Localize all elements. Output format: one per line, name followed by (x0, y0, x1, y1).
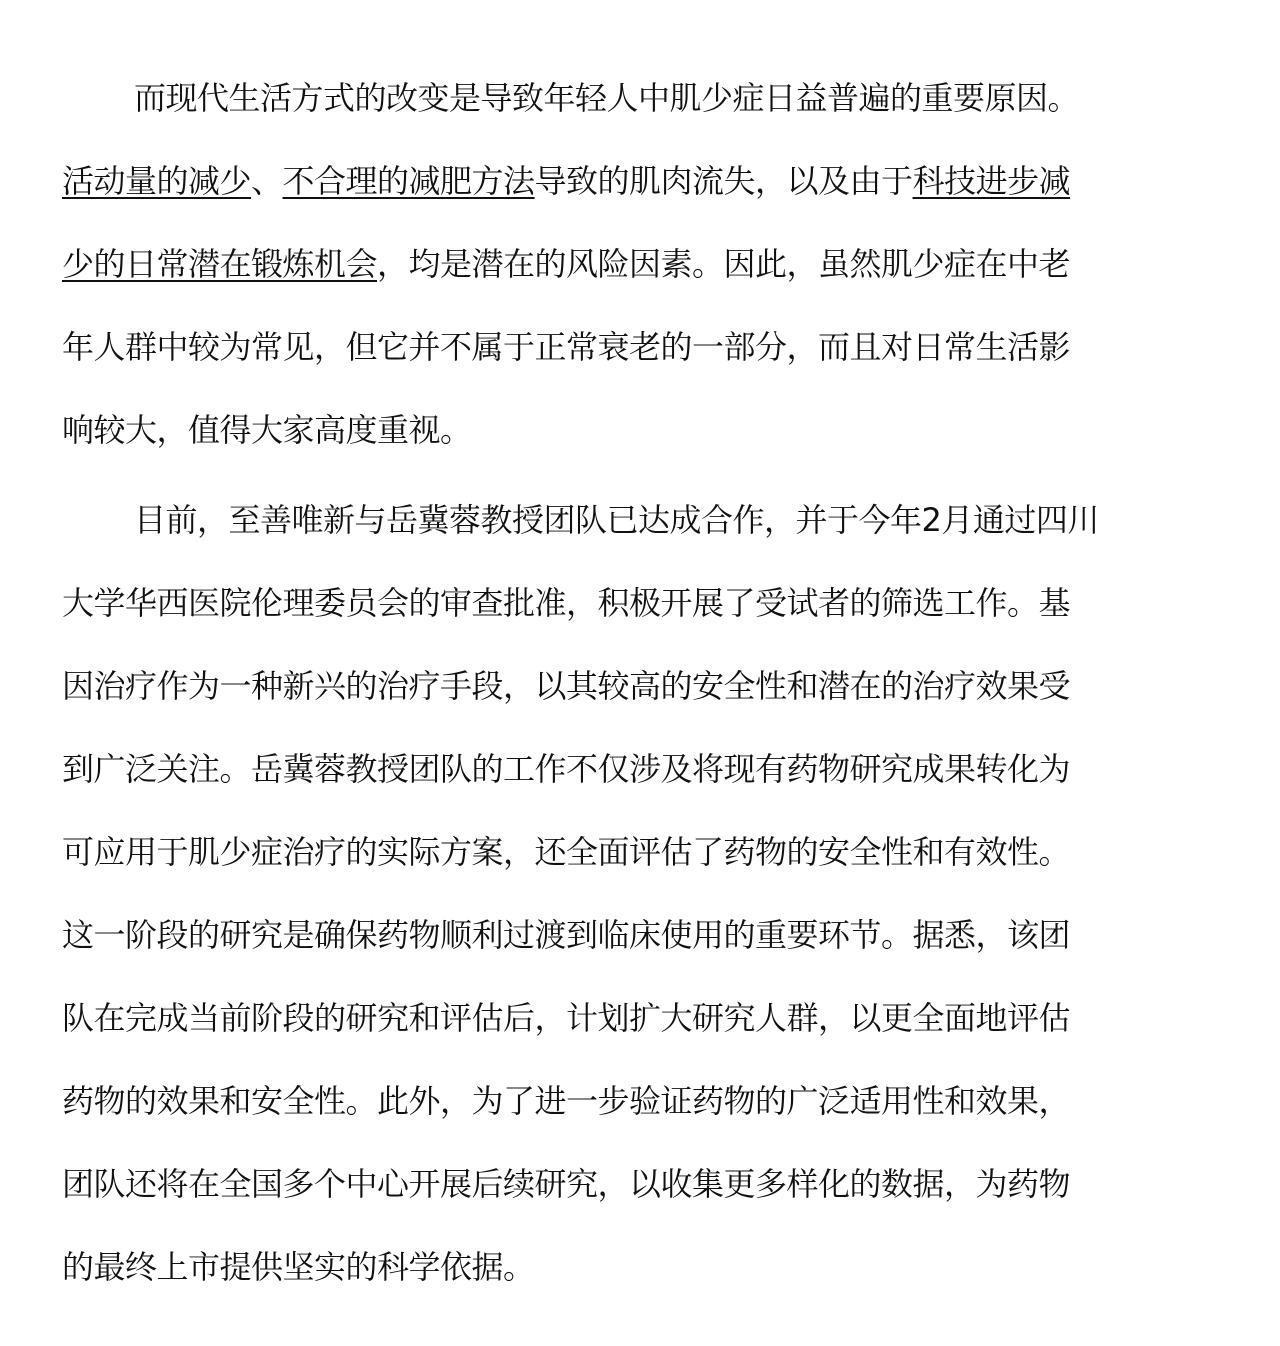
text-run: 导致的肌肉流失，以及由于 (534, 162, 913, 200)
text-line (62, 1081, 1070, 1121)
text-line (134, 78, 1079, 118)
text-line (62, 749, 1070, 789)
underlined-text: 活动量的减少 (62, 162, 252, 200)
text-run: 团队还将在全国多个中心开展后续研究，以收集更多样化的数据，为药物 (62, 1165, 1071, 1203)
text-run: 因治疗作为一种新兴的治疗手段，以其较高的安全性和潜在的治疗效果受 (62, 667, 1071, 705)
text-line (134, 500, 1099, 540)
text-run: 年人群中较为常见，但它并不属于正常衰老的一部分，而且对日常生活影 (62, 328, 1071, 366)
text-run: 到广泛关注。岳冀蓉教授团队的工作不仅涉及将现有药物研究成果转化为 (62, 750, 1071, 788)
text-line (62, 583, 1070, 623)
text-run: 药物的效果和安全性。此外，为了进一步验证药物的广泛适用性和效果， (62, 1082, 1071, 1120)
text-run: 目前，至善唯新与岳冀蓉教授团队已达成合作，并于今年2月通过四川 (134, 501, 1099, 539)
underlined-text: 少的日常潜在锻炼机会 (62, 245, 378, 283)
text-line (62, 1164, 1070, 1204)
text-run: 大学华西医院伦理委员会的审查批准，积极开展了受试者的筛选工作。基 (62, 584, 1071, 622)
text-line (62, 666, 1070, 706)
text-line (62, 161, 1070, 201)
text-run: 响较大，值得大家高度重视。 (62, 411, 472, 449)
text-run: 可应用于肌少症治疗的实际方案，还全面评估了药物的安全性和有效性。 (62, 833, 1071, 871)
text-run: 、 (251, 162, 283, 200)
text-line (62, 832, 1070, 872)
text-run: 队在完成当前阶段的研究和评估后，计划扩大研究人群，以更全面地评估 (62, 999, 1071, 1037)
text-line (62, 1247, 535, 1287)
text-run: ，均是潜在的风险因素。因此，虽然肌少症在中老 (377, 245, 1071, 283)
text-line (62, 998, 1070, 1038)
text-line (62, 327, 1070, 367)
underlined-text: 科技进步减 (912, 162, 1071, 200)
text-line (62, 244, 1070, 284)
text-line (62, 410, 472, 450)
text-run: 的最终上市提供坚实的科学依据。 (62, 1248, 535, 1286)
underlined-text: 不合理的减肥方法 (282, 162, 535, 200)
text-run: 而现代生活方式的改变是导致年轻人中肌少症日益普遍的重要原因。 (134, 79, 1080, 117)
text-run: 这一阶段的研究是确保药物顺利过渡到临床使用的重要环节。据悉，该团 (62, 916, 1071, 954)
text-line (62, 915, 1070, 955)
